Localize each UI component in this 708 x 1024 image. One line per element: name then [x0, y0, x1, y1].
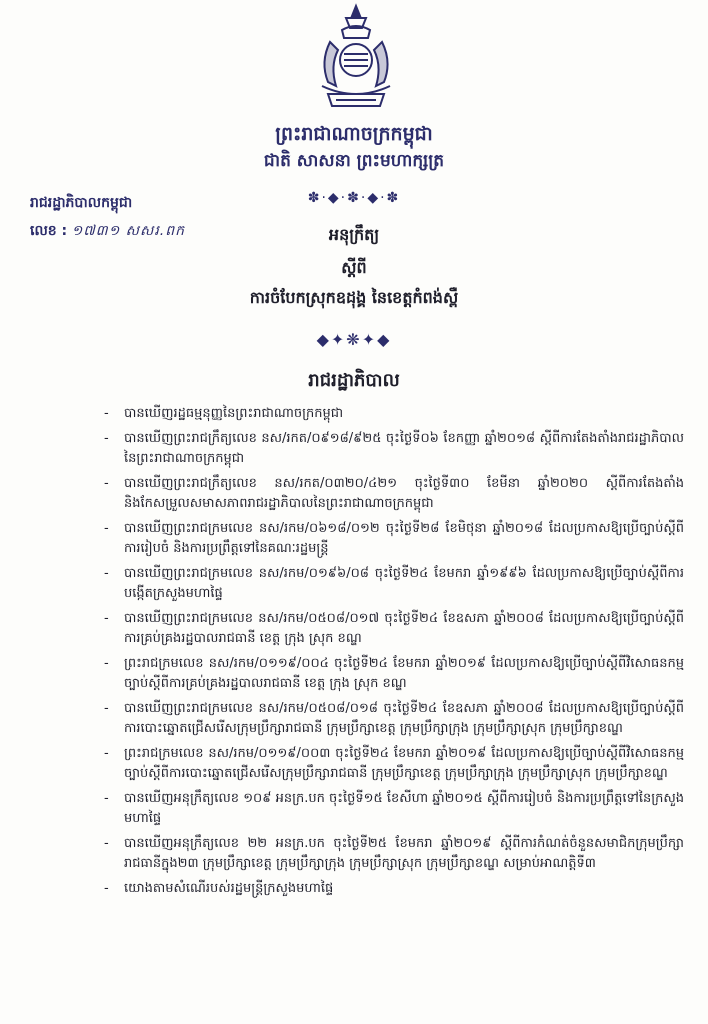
reference-value: ១៧៣១ សសរ.ពក: [71, 223, 186, 239]
ornament-divider-top: ✽·◆·✽·◆·✽: [307, 190, 401, 206]
list-item-text: បានឃើញអនុក្រឹត្យលេខ ២២ អនក្រ.បក ចុះថ្ងៃទី២៥ ខែមករា ឆ្នាំ២០១៩ ស្តីពីការកំណត់ចំនួនសមាជិកក្រុមប្រឹក្សារាជធានីក្នុង២៣ ក្រុមប្រឹក្សាខេត្ត ក្រុមប្រឹក្សាក្រុង ក្រុមប្រឹក្សាស្រុក ក្រុមប្រឹក្សាខណ្ឌ សម្រាប់អាណត្តិទី៣: [124, 835, 684, 871]
document-subject: ការចំបែកស្រុកឧដុង្គ នៃខេត្តកំពង់ស្ពឺ: [249, 288, 459, 307]
list-item-text: បានឃើញអនុក្រឹត្យលេខ ១០៩ អនក្រ.បក ចុះថ្ងៃទី១៥ ខែសីហា ឆ្នាំ២០១៥ ស្តីពីការរៀបចំ និងការប្រព្រឹត្តទៅនៃក្រសួងមហាផ្ទៃ: [124, 790, 684, 826]
list-item: [104, 699, 684, 740]
list-dash: -: [104, 406, 109, 421]
list-item-text: បានឃើញព្រះរាជក្រមលេខ នស/រកម/០១៩៦/០៨ ចុះថ្ងៃទី២៤ ខែមករា ឆ្នាំ១៩៩៦ ដែលប្រកាសឱ្យប្រើច្បាប់ស្តីពីការបង្កើតក្រសួងមហាផ្ទៃ: [124, 565, 684, 601]
national-motto: ជាតិ សាសនា ព្រះមហាក្សត្រ: [263, 151, 445, 171]
list-item: [104, 834, 684, 875]
list-item: [104, 744, 684, 785]
list-item: [104, 789, 684, 830]
list-item-text: ព្រះរាជក្រមលេខ នស/រកម/០១១៩/០០៣ ចុះថ្ងៃទី២៤ ខែមករា ឆ្នាំ២០១៩ ដែលប្រកាសឱ្យប្រើច្បាប់ស្តីពីវិសោធនកម្មច្បាប់ស្តីពីការបោះឆ្នោតជ្រើសរើសក្រុមប្រឹក្សារាជធានី ក្រុមប្រឹក្សាខេត្ត ក្រុមប្រឹក្សាក្រុង ក្រុមប្រឹក្សាស្រុក ក្រុមប្រឹក្សាខណ្ឌ: [124, 745, 684, 781]
list-item: [104, 474, 684, 515]
list-item: [104, 429, 684, 470]
list-dash: -: [104, 475, 109, 491]
list-item: [104, 564, 684, 605]
list-item-text: បានឃើញព្រះរាជក្រមលេខ នស/រកម/០៥០៨/០១៧ ចុះថ្ងៃទី២៤ ខែឧសភា ឆ្នាំ២០០៨ ដែលប្រកាសឱ្យប្រើច្បាប់ស្តីពីការគ្រប់គ្រងរដ្ឋបាលរាជធានី ខេត្ត ក្រុង ស្រុក ខណ្ឌ: [124, 610, 684, 646]
document-subject-prefix: ស្តីពី: [341, 258, 367, 277]
list-dash: -: [104, 880, 109, 896]
government-name: រាជរដ្ឋាភិបាលកម្ពុជា: [30, 195, 133, 211]
document-type: អនុក្រឹត្យ: [328, 225, 380, 244]
list-dash: -: [104, 610, 109, 626]
list-item: [104, 404, 684, 425]
list-item-text: យោងតាមសំណើរបស់រដ្ឋមន្ត្រីក្រសួងមហាផ្ទៃ: [124, 880, 334, 896]
list-item-text: ព្រះរាជក្រមលេខ នស/រកម/០១១៩/០០៤ ចុះថ្ងៃទី២៤ ខែមករា ឆ្នាំ២០១៩ ដែលប្រកាសឱ្យប្រើច្បាប់ស្តីពីវិសោធនកម្មច្បាប់ស្តីពីការគ្រប់គ្រងរដ្ឋបាលរាជធានី ខេត្ត ក្រុង ស្រុក ខណ្ឌ: [124, 655, 684, 691]
list-dash: -: [104, 655, 109, 671]
preamble-list: [104, 404, 684, 903]
list-dash: -: [104, 700, 109, 716]
issuing-authority: រាជរដ្ឋាភិបាល: [308, 370, 400, 391]
list-dash: -: [104, 520, 109, 536]
list-dash: -: [104, 430, 109, 446]
list-item-text: បានឃើញព្រះរាជក្រមលេខ នស/រកម/០៥០៨/០១៨ ចុះថ្ងៃទី២៤ ខែឧសភា ឆ្នាំ២០០៨ ដែលប្រកាសឱ្យប្រើច្បាប់ស្តីពីការបោះឆ្នោតជ្រើសរើសក្រុមប្រឹក្សារាជធានី ក្រុមប្រឹក្សាខេត្ត ក្រុមប្រឹក្សាក្រុង ក្រុមប្រឹក្សាស្រុក ក្រុមប្រឹក្សាខណ្ឌ: [124, 700, 684, 736]
list-item-text: បានឃើញព្រះរាជក្រឹត្យលេខ នស/រកត/០៣២០/៤២១ ចុះថ្ងៃទី៣០ ខែមីនា ឆ្នាំ២០២០ ស្តីពីការតែងតាំង និងកែសម្រួលសមាសភាពរាជរដ្ឋាភិបាលនៃព្រះរាជាណាចក្រកម្ពុជា: [124, 475, 684, 511]
list-dash: -: [104, 790, 109, 806]
list-dash: -: [104, 745, 109, 761]
list-item: [104, 654, 684, 695]
list-item-text: បានឃើញរដ្ឋធម្មនុញ្ញនៃព្រះរាជាណាចក្រកម្ពុជា: [124, 406, 344, 421]
kingdom-name: ព្រះរាជាណាចក្រកម្ពុជា: [275, 123, 433, 145]
royal-coat-of-arms-icon: [300, 2, 412, 114]
ornament-divider-title: ◆✦❋✦◆: [316, 330, 392, 349]
list-dash: -: [104, 835, 109, 851]
list-item: [104, 609, 684, 650]
list-item: [104, 519, 684, 560]
list-item-text: បានឃើញព្រះរាជក្រឹត្យលេខ នស/រកត/០៩១៨/៩២៥ ចុះថ្ងៃទី០៦ ខែកញ្ញា ឆ្នាំ២០១៨ ស្តីពីការតែងតាំងរាជរដ្ឋាភិបាលនៃព្រះរាជាណាចក្រកម្ពុជា: [124, 430, 684, 466]
list-item: [104, 879, 684, 900]
list-dash: -: [104, 565, 109, 581]
list-item-text: បានឃើញព្រះរាជក្រមលេខ នស/រកម/០៦១៨/០១២ ចុះថ្ងៃទី២៨ ខែមិថុនា ឆ្នាំ២០១៨ ដែលប្រកាសឱ្យប្រើច្បាប់ស្តីពីការរៀបចំ និងការប្រព្រឹត្តទៅនៃគណៈរដ្ឋមន្ត្រី: [124, 520, 684, 556]
reference-label: លេខ :: [30, 223, 68, 239]
